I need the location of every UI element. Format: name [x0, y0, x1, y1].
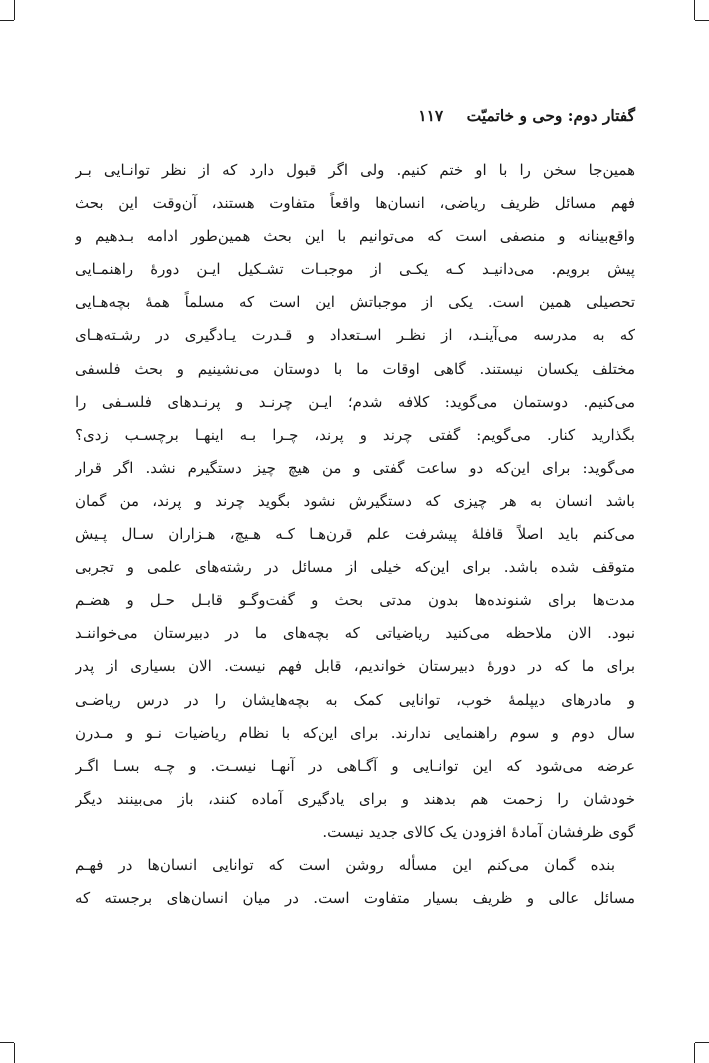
- text-line: می‌گوید: برای این‌که دو ساعت گفتی و من هیچ چیز دستگیرم نشد. اگر قرار: [75, 458, 635, 477]
- text-line: تحصیلی همین است. یکی از موجباتش این است که مسلماً همهٔ بچه‌هـایی: [75, 293, 635, 312]
- text-line-paragraph-end: گوی ظرفشان آمادهٔ افزودن یک کالای جدید نیست.: [322, 822, 635, 841]
- chapter-title: گفتار دوم: وحی و خاتمیّت: [466, 106, 635, 125]
- text-line: می‌کنم باید اصلاً قافلهٔ پیشرفت علم قرن‌هـا کـه هـیچ، هـزاران سـال پـیش: [75, 525, 635, 544]
- text-line: متوقف شده باشد. برای این‌که خیلی از مسائل در رشته‌های علمی و تجربی: [75, 558, 635, 577]
- text-line: نبود. الان ملاحظه می‌کنید ریاضیاتی که بچه‌های ما در دبیرستان می‌خواننـد: [75, 624, 635, 643]
- text-line: باشد انسان به هر چیزی که دستگیرش نشود بگوید چرند و پرند، من گمان: [75, 491, 635, 510]
- text-line: خودشان را زحمت هم بدهند و برای یادگیری آماده کنند، باز می‌بینند دیگر: [75, 789, 635, 808]
- crop-mark-bottom-right-horizontal: [695, 1042, 709, 1043]
- crop-mark-bottom-left-horizontal: [0, 1042, 14, 1043]
- text-line: مسائل عالی و ظریف بسیار متفاوت است. در میان انسان‌های برجسته که: [75, 889, 635, 908]
- crop-mark-top-right-vertical: [694, 0, 695, 20]
- crop-mark-bottom-right-vertical: [694, 1043, 695, 1063]
- text-line: سال دوم و سوم راهنمایی ندارند. برای این‌که با نظام ریاضیات نـو و مـدرن: [75, 723, 635, 742]
- page-number: ۱۱۷: [418, 106, 444, 125]
- crop-mark-top-left-horizontal: [0, 20, 14, 21]
- text-line: واقع‌بینانه و منصفی است که می‌توانیم با این بحث همین‌طور ادامه بـدهیم و: [75, 227, 635, 246]
- crop-mark-bottom-left-vertical: [14, 1043, 15, 1063]
- text-line: همین‌جا سخن را با او ختم کنیم. ولی اگر قبول دارد که از نظر توانـایی بـر: [75, 161, 635, 179]
- text-line: مختلف یکسان نیستند. گاهی اوقات ما با دوستان می‌نشینیم و بحث فلسفی: [75, 359, 635, 378]
- text-line: می‌کنیم. دوستمان می‌گوید: کلافه شدم؛ ایـن چرنـد و پرنـدهای فلسـفی را: [75, 392, 635, 411]
- text-line: مدت‌ها برای شنونده‌ها بدون مدتی بحث و گفت‌وگـو قابـل حـل و هضـم: [75, 591, 635, 610]
- text-line: پیش برویم. می‌دانیـد کـه یکـی از موجبـات تشـکیل ایـن دورهٔ راهنمـایی: [75, 260, 635, 279]
- crop-mark-top-left-vertical: [14, 0, 15, 20]
- crop-mark-top-right-horizontal: [695, 20, 709, 21]
- text-line: برای ما که در دورهٔ دبیرستان خواندیم، قابل فهم نیست. الان بسیاری از پدر: [75, 657, 635, 676]
- running-header: [75, 106, 635, 125]
- text-line: فهم مسائل ظریف ریاضی، انسان‌ها واقعاً متفاوت هستند، آن‌وقت این بحث: [75, 194, 635, 213]
- body-text: [75, 154, 635, 915]
- text-line: و مادرهای دیپلمهٔ خوب، توانایی کمک به بچه‌هایشان را در درس ریاضـی: [75, 690, 635, 709]
- text-line: بگذارید کنار. می‌گویم: گفتی چرند و پرند، چـرا بـه اینهـا برچسـب زدی؟: [75, 425, 635, 444]
- text-line-paragraph-start: بنده گمان می‌کنم این مسأله روشن است که توانایی انسان‌ها در فهـم: [75, 855, 615, 874]
- text-line: عرضه می‌شود که این توانـایی و آگـاهی در آنهـا نیسـت. و چـه بسـا اگـر: [75, 756, 635, 775]
- text-line: که به مدرسه می‌آینـد، از نظـر اسـتعداد و قـدرت یـادگیری در رشـته‌هـای: [75, 326, 635, 345]
